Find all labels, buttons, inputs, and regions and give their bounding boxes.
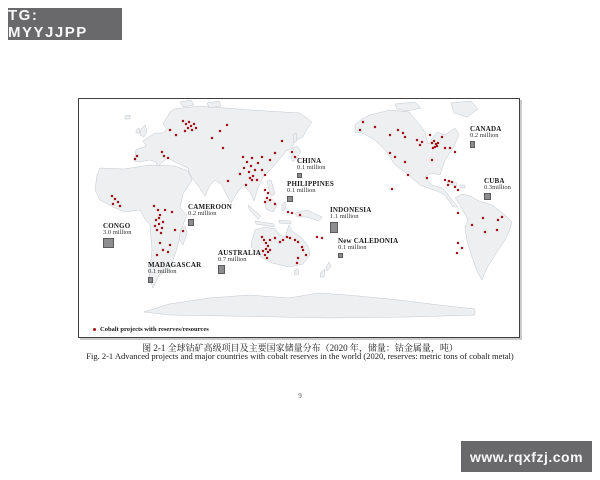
country-reserve-value: 3.0 million [103,229,132,237]
reserve-marker [218,265,225,274]
country-name: INDONESIA [330,206,372,214]
country-name: CUBA [484,177,505,185]
country-name: PHILIPPINES [287,180,334,188]
country-name: CHINA [297,157,322,165]
country-labels-layer [79,99,519,337]
country-reserve-value: 0.3million [484,184,511,192]
legend-label: Cobalt projects with reserves/resources [100,326,209,333]
country-reserve-value: 0.2 million [470,132,499,140]
figure-caption-chinese: 图 2-1 全球钴矿高级项目及主要国家储量分布（2020 年，储量：钴金属量，吨） [142,343,458,353]
reserve-marker [470,141,475,148]
watermark-website-text: www.rqxfzj.com [469,448,584,465]
country-name: AUSTRALIA [218,249,262,257]
country-reserve-value: 1.1 million [330,213,359,221]
reserve-marker [484,193,491,200]
map-legend [93,326,209,333]
country-label-new-caledonia [338,238,398,258]
country-name: CAMEROON [188,203,232,211]
country-label-australia [218,250,261,274]
country-name: New CALEDONIA [338,237,399,245]
watermark-telegram-text: TG: MYYJJPP [8,7,88,41]
country-name: CANADA [470,125,502,133]
reserve-marker [148,277,153,283]
reserve-marker [297,173,302,178]
page-number: 9 [298,392,302,400]
country-name: CONGO [103,222,131,230]
country-label-cuba [484,178,511,200]
reserve-marker [287,196,293,202]
country-label-cameroon [188,204,232,226]
country-reserve-value: 0.1 million [338,244,367,252]
country-label-china [297,158,326,178]
reserve-marker [103,238,114,248]
country-reserve-value: 0.1 million [287,187,316,195]
country-label-madagascar [148,262,201,283]
country-reserve-value: 0.7 million [218,256,247,264]
country-label-indonesia [330,207,371,233]
figure-map-frame [78,98,520,338]
figure-caption-english: Fig. 2-1 Advanced projects and major countries with cobalt reserves in the world (2020, reserves: metric tons of cobalt metal) [86,351,514,361]
watermark-telegram-badge [8,8,122,40]
country-label-canada [470,126,502,148]
reserve-marker [188,219,194,226]
watermark-website-badge [461,441,592,472]
country-reserve-value: 0.1 million [297,164,326,172]
legend-project-dot-icon [93,328,96,331]
country-label-congo [103,223,132,248]
reserve-marker [338,253,343,258]
country-reserve-value: 0.1 million [148,268,177,276]
country-label-philippines [287,181,334,202]
country-reserve-value: 0.2 million [188,210,217,218]
reserve-marker [330,222,338,233]
country-name: MADAGASCAR [148,261,202,269]
